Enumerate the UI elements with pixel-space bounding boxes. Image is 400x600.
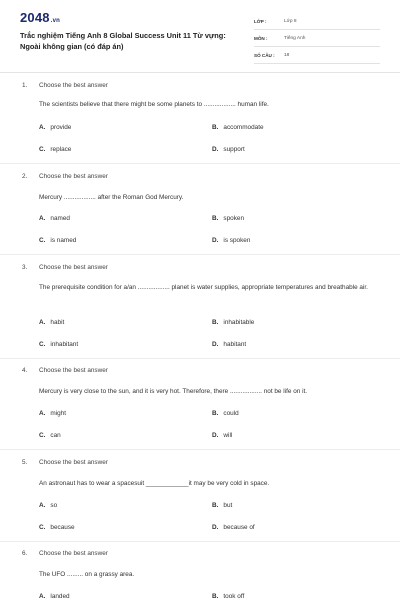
question-divider [0,163,400,164]
option-d[interactable]: D. will [212,432,233,439]
question-number: 1. [22,82,28,89]
option-b[interactable]: B. accommodate [212,124,264,131]
meta-value: Lớp 8 [284,18,297,24]
title-line-1: Trắc nghiệm Tiếng Anh 8 Global Success Unit 11 Từ vựng: [20,31,226,40]
question-prompt: Choose the best answer [39,173,108,180]
option-b[interactable]: B. but [212,502,233,509]
meta-row-count [254,47,380,64]
site-logo[interactable] [20,10,60,25]
option-b[interactable]: B. spoken [212,215,245,222]
option-b[interactable]: B. could [212,410,239,417]
question-prompt: Choose the best answer [39,367,108,374]
question-prompt: Choose the best answer [39,264,108,271]
option-b[interactable]: B. took off [212,593,245,600]
question-divider [0,449,400,450]
question-divider [0,254,400,255]
question-stem: Mercury is very close to the sun, and it is very hot. Therefore, there .................. not be life on it. [39,388,308,395]
question-stem: The UFO ......... on a grassy area. [39,571,135,578]
meta-label: SỐ CÂU : [254,52,275,58]
question-number: 5. [22,459,28,466]
question-divider [0,541,400,542]
title-line-2: Ngoài không gian (có đáp án) [20,41,124,51]
option-a[interactable]: A. named [39,215,70,222]
meta-label: MÔN : [254,35,268,41]
option-c[interactable]: C. is named [39,237,77,244]
option-d[interactable]: D. habitant [212,341,247,348]
option-d[interactable]: D. is spoken [212,237,251,244]
meta-value: 18 [284,52,290,58]
option-a[interactable]: A. provide [39,124,72,131]
question-number: 6. [22,550,28,557]
option-d[interactable]: D. support [212,146,245,153]
page-header [0,0,400,70]
option-b[interactable]: B. inhabitable [212,319,255,326]
option-a[interactable]: A. so [39,502,58,509]
option-a[interactable]: A. habit [39,319,65,326]
question-stem: An astronaut has to wear a spacesuit ____________it may be very cold in space. [39,480,270,487]
option-c[interactable]: C. because [39,524,75,531]
meta-value: Tiếng Anh [284,35,306,41]
logo-main: 2048 [20,10,50,25]
header-divider [0,72,400,73]
question-number: 3. [22,264,28,271]
question-stem: The prerequisite condition for a/an .................. planet is water supplies, appropriate temperatures and breathable air. [39,284,368,291]
meta-info-table [254,13,380,64]
question-stem: The scientists believe that there might be some planets to .................. human life. [39,101,269,108]
meta-row-subject [254,30,380,47]
option-c[interactable]: C. inhabitant [39,341,79,348]
question-prompt: Choose the best answer [39,459,108,466]
question-prompt: Choose the best answer [39,550,108,557]
option-a[interactable]: A. landed [39,593,70,600]
question-stem: Mercury .................. after the Roman God Mercury. [39,194,184,201]
question-prompt: Choose the best answer [39,82,108,89]
question-number: 4. [22,367,28,374]
document-title [20,31,250,52]
logo-suffix: .vn [50,18,61,24]
question-number: 2. [22,173,28,180]
option-d[interactable]: D. because of [212,524,255,531]
meta-row-class [254,13,380,30]
meta-label: LỚP : [254,18,267,24]
option-c[interactable]: C. replace [39,146,72,153]
option-a[interactable]: A. might [39,410,67,417]
question-divider [0,358,400,359]
option-c[interactable]: C. can [39,432,61,439]
